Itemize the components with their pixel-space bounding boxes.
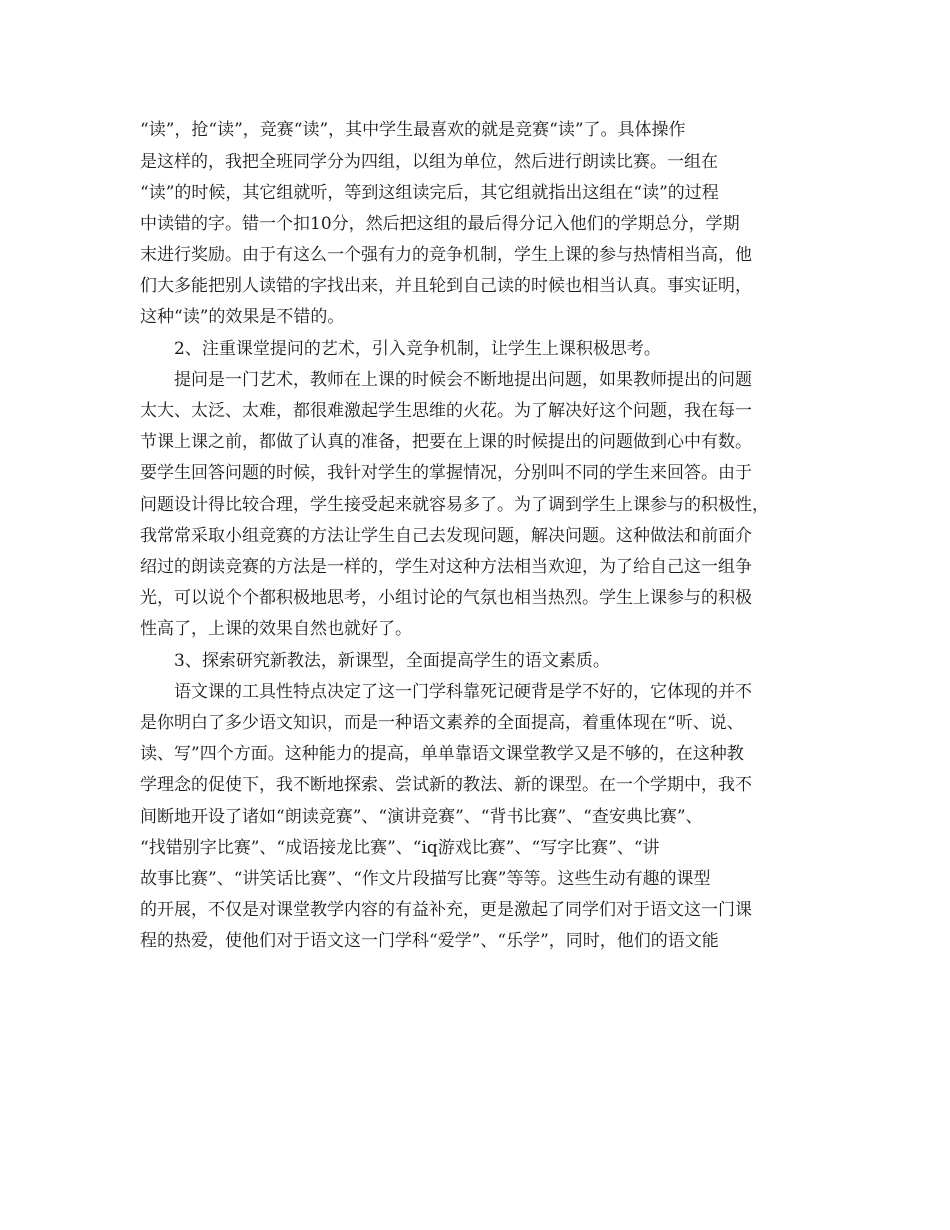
text-line: 性高了，上课的效果自然也就好了。 — [140, 619, 412, 639]
text-line: 要学生回答问题的时候，我针对学生的掌握情况，分别叫不同的学生来回答。由于 — [140, 463, 752, 483]
text-line: 的开展，不仅是对课堂教学内容的有益补充，更是激起了同学们对于语文这一门课 — [140, 900, 752, 920]
text-line: 太大、太泛、太难，都很难激起学生思维的火花。为了解决好这个问题，我在每一 — [140, 401, 752, 421]
text-line: “读”的时候，其它组就听，等到这组读完后，其它组就指出这组在“读”的过程 — [140, 183, 719, 203]
text-line: 语文课的工具性特点决定了这一门学科靠死记硬背是学不好的，它体现的并不 — [174, 682, 752, 702]
text-line: 故事比赛”、“讲笑话比赛”、“作文片段描写比赛”等等。这些生动有趣的课型 — [140, 869, 711, 889]
text-line: 是你明白了多少语文知识，而是一种语文素养的全面提高，着重体现在“听、说、 — [140, 713, 744, 733]
text-line: 中读错的字。错一个扣10分，然后把这组的最后得分记入他们的学期总分，学期 — [140, 214, 740, 234]
text-line: 这种“读”的效果是不错的。 — [140, 307, 345, 327]
text-line: 问题设计得比较合理，学生接受起来就容易多了。为了调到学生上课参与的积极性， — [140, 495, 769, 515]
text-line: 们大多能把别人读错的字找出来，并且轮到自己读的时候也相当认真。事实证明， — [140, 276, 752, 296]
text-line: 节课上课之前，都做了认真的准备，把要在上课的时候提出的问题做到心中有数。 — [140, 432, 752, 452]
text-line: 光，可以说个个都积极地思考，小组讨论的气氛也相当热烈。学生上课参与的积极 — [140, 588, 752, 608]
section-heading: 3、探索研究新教法，新课型，全面提高学生的语文素质。 — [174, 651, 610, 671]
text-line: 读、写”四个方面。这种能力的提高，单单靠语文课堂教学又是不够的，在这种教 — [140, 744, 744, 764]
text-line: 末进行奖励。由于有这么一个强有力的竞争机制，学生上课的参与热情相当高，他 — [140, 245, 752, 265]
text-line: 间断地开设了诸如“朗读竞赛”、“演讲竞赛”、“背书比赛”、“查安典比赛”、 — [140, 807, 703, 827]
text-line: “找错别字比赛”、“成语接龙比赛”、“iq游戏比赛”、“写字比赛”、“讲 — [140, 838, 660, 858]
text-line: 程的热爱，使他们对于语文这一门学科“爱学”、“乐学”，同时，他们的语文能 — [140, 931, 719, 951]
section-heading: 2、注重课堂提问的艺术，引入竞争机制，让学生上课积极思考。 — [174, 339, 661, 359]
text-line: 我常常采取小组竞赛的方法让学生自己去发现问题，解决问题。这种做法和前面介 — [140, 526, 752, 546]
text-line: “读”，抢“读”，竞赛“读”，其中学生最喜欢的就是竞赛“读”了。具体操作 — [140, 120, 686, 140]
text-line: 绍过的朗读竞赛的方法是一样的，学生对这种方法相当欢迎，为了给自己这一组争 — [140, 557, 752, 577]
text-line: 是这样的，我把全班同学分为四组，以组为单位，然后进行朗读比赛。一组在 — [140, 152, 718, 172]
text-line: 学理念的促使下，我不断地探索、尝试新的教法、新的课型。在一个学期中，我不 — [140, 775, 752, 795]
text-line: 提问是一门艺术，教师在上课的时候会不断地提出问题，如果教师提出的问题 — [174, 370, 752, 390]
